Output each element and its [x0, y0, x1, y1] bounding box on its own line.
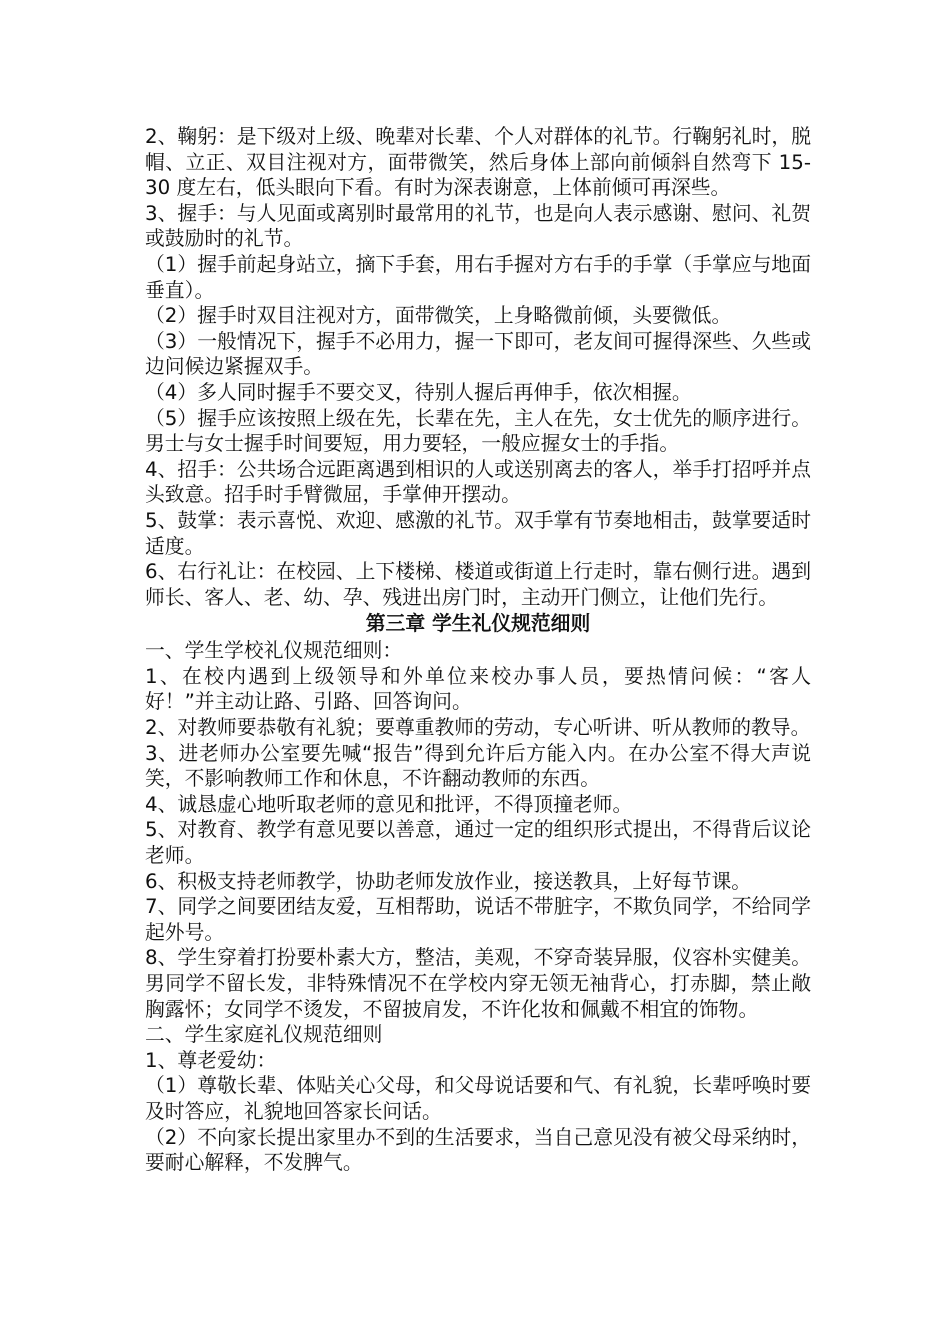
section-family-heading: 二、学生家庭礼仪规范细则: [145, 1023, 383, 1047]
paragraph-bowing: 2、鞠躬：是下级对上级、晚辈对长辈、个人对群体的礼节。行鞠躬礼时，脱帽、立正、双目注视对方，面带微笑，然后身体上部向前倾斜自然弯下 15-30 度左右，低头眼向下看。有时为深表谢意，上体前倾可再深些。: [145, 125, 811, 200]
school-rule-7: 7、同学之间要团结友爱，互相帮助，说话不带脏字，不欺负同学，不给同学起外号。: [145, 895, 811, 944]
school-rule-3: 3、进老师办公室要先喊“报告”得到允许后方能入内。在办公室不得大声说笑，不影响教师工作和休息，不许翻动教师的东西。: [145, 741, 811, 791]
section-school-heading: 一、学生学校礼仪规范细则：: [145, 639, 403, 663]
school-rule-6: 6、积极支持老师教学，协助老师发放作业，接送教具，上好每节课。: [145, 869, 752, 893]
paragraph-handshake-2: （2）握手时双目注视对方，面带微笑，上身略微前倾，头要微低。: [145, 304, 732, 328]
paragraph-keep-right: 6、右行礼让：在校园、上下楼梯、楼道或街道上行走时，靠右侧行进。遇到师长、客人、老、幼、孕、残进出房门时，主动开门侧立，让他们先行。: [145, 560, 811, 609]
paragraph-handshake-1: （1）握手前起身站立，摘下手套，用右手握对方右手的手掌（手掌应与地面垂直）。: [145, 252, 811, 302]
school-rule-8: 8、学生穿着打扮要朴素大方，整洁，美观，不穿奇装异服，仪容朴实健美。男同学不留长发，非特殊情况不在学校内穿无领无袖背心，打赤脚，禁止敞胸露怀；女同学不烫发，不留披肩发，不许化妆和佩戴不相宜的饰物。: [145, 946, 811, 1021]
paragraph-handshake-4: （4）多人同时握手不要交叉，待别人握后再伸手，依次相握。: [145, 380, 692, 404]
family-rule-1-1: （1）尊敬长辈、体贴关心父母，和父母说话要和气、有礼貌，长辈呼唤时要及时答应，礼貌地回答家长问话。: [145, 1074, 811, 1123]
paragraph-handshake-5: （5）握手应该按照上级在先，长辈在先，主人在先，女士优先的顺序进行。男士与女士握手时间要短，用力要轻，一般应握女士的手指。: [145, 406, 811, 456]
paragraph-waving: 4、招手：公共场合远距离遇到相识的人或送别离去的客人，举手打招呼并点头致意。招手时手臂微屈，手掌伸开摆动。: [145, 457, 811, 507]
paragraph-handshake-3: （3）一般情况下，握手不必用力，握一下即可，老友间可握得深些、久些或边问候边紧握双手。: [145, 329, 811, 379]
family-rule-1: 1、尊老爱幼：: [145, 1048, 277, 1072]
school-rule-5: 5、对教育、教学有意见要以善意，通过一定的组织形式提出，不得背后议论老师。: [145, 818, 811, 868]
document-page: [145, 124, 811, 1176]
family-rule-1-2: （2）不向家长提出家里办不到的生活要求，当自己意见没有被父母采纳时，要耐心解释，不发脾气。: [145, 1125, 811, 1175]
school-rule-1: 1、在校内遇到上级领导和外单位来校办事人员，要热情问候：“客人好！”并主动让路、引路、回答询问。: [145, 664, 811, 714]
school-rule-2: 2、对教师要恭敬有礼貌；要尊重教师的劳动，专心听讲、听从教师的教导。: [145, 716, 811, 740]
paragraph-handshake: 3、握手：与人见面或离别时最常用的礼节，也是向人表示感谢、慰问、礼贺或鼓励时的礼节。: [145, 201, 811, 251]
chapter-heading: 第三章 学生礼仪规范细则: [365, 612, 591, 636]
paragraph-clapping: 5、鼓掌：表示喜悦、欢迎、感激的礼节。双手掌有节奏地相击，鼓掌要适时适度。: [145, 508, 811, 558]
school-rule-4: 4、诚恳虚心地听取老师的意见和批评，不得顶撞老师。: [145, 792, 633, 816]
